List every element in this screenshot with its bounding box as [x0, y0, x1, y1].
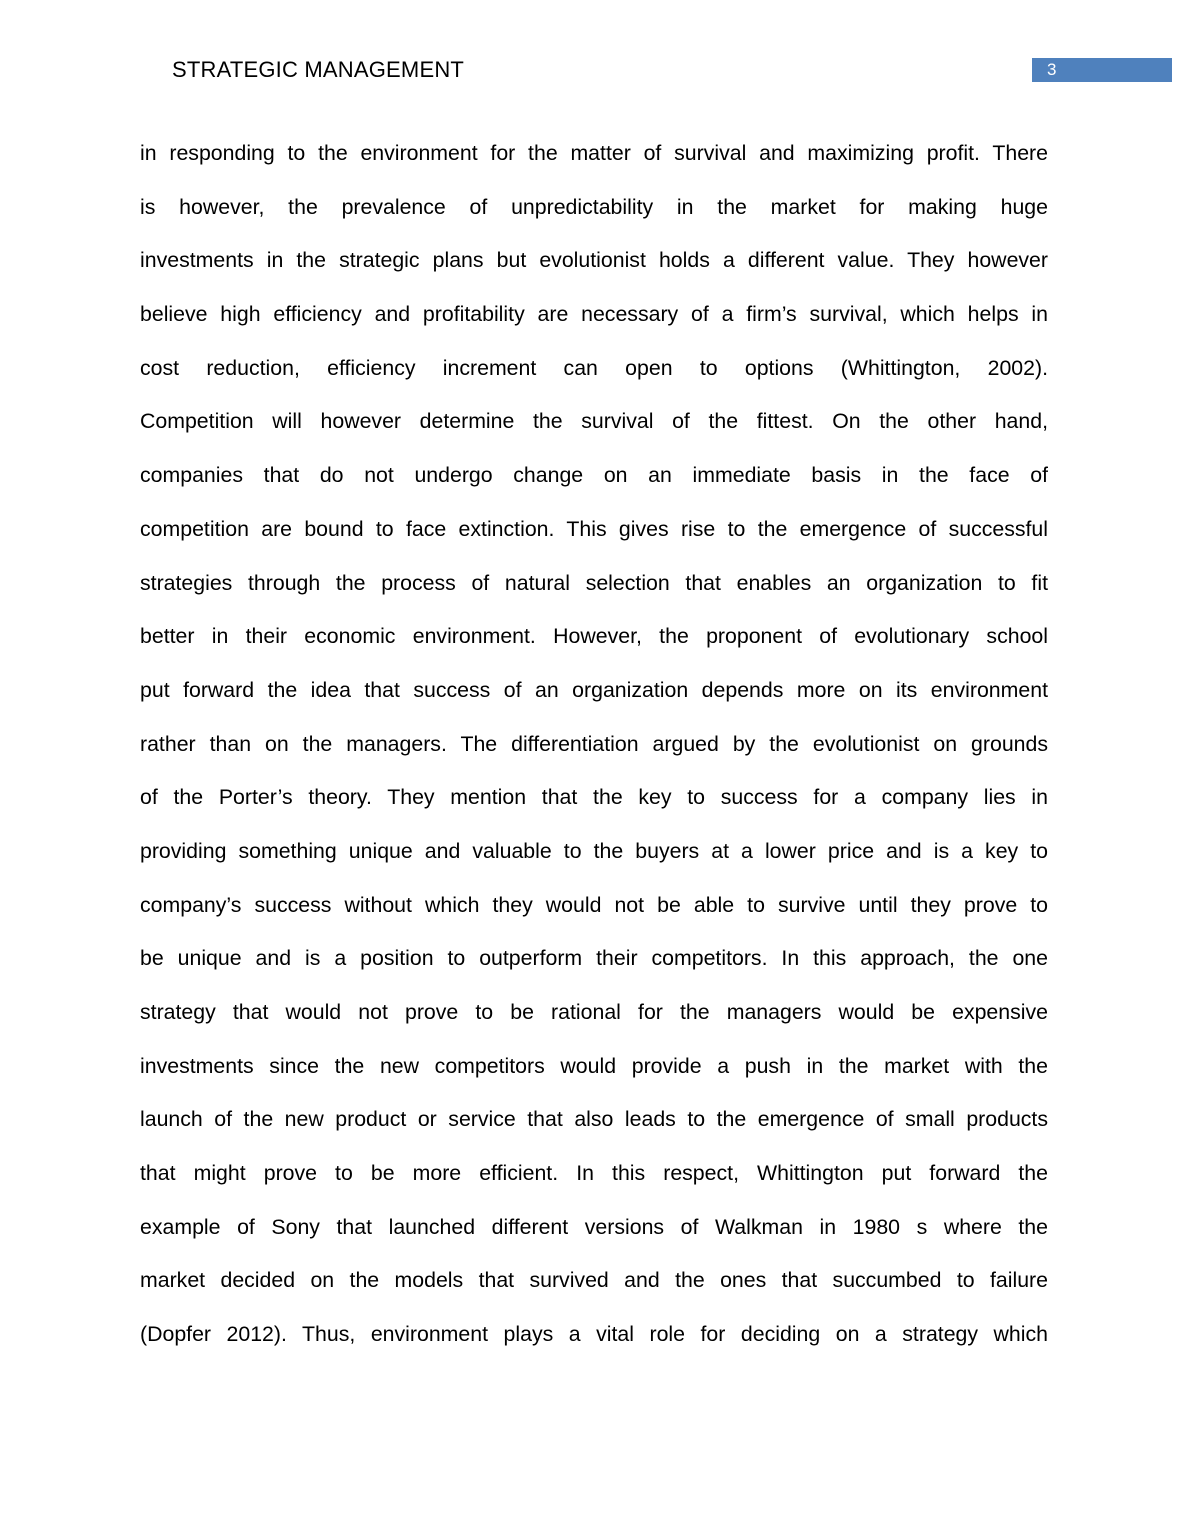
text-line: rather than on the managers. The differentiation argued by the evolutionist on grounds [140, 731, 1048, 756]
text-line: (Dopfer 2012). Thus, environment plays a vital role for deciding on a strategy which [140, 1322, 1048, 1347]
body-paragraph [140, 127, 1048, 1362]
page-number: 3 [1032, 58, 1172, 82]
text-line: launch of the new product or service that also leads to the emergence of small products [140, 1107, 1048, 1132]
text-line: competition are bound to face extinction. This gives rise to the emergence of successful [140, 516, 1048, 541]
text-line: of the Porter’s theory. They mention that the key to success for a company lies in [140, 785, 1048, 810]
text-line: companies that do not undergo change on an immediate basis in the face of [140, 463, 1048, 488]
text-line: Competition will however determine the survival of the fittest. On the other hand, [140, 409, 1048, 434]
text-line: providing something unique and valuable to the buyers at a lower price and is a key to [140, 838, 1048, 863]
text-line: put forward the idea that success of an organization depends more on its environment [140, 677, 1048, 702]
text-line: strategy that would not prove to be rational for the managers would be expensive [140, 1000, 1048, 1024]
text-line: believe high efficiency and profitability are necessary of a firm’s survival, which helps in [140, 302, 1048, 327]
text-line: market decided on the models that survived and the ones that succumbed to failure [140, 1268, 1048, 1293]
text-line: better in their economic environment. However, the proponent of evolutionary school [140, 624, 1048, 649]
text-line: cost reduction, efficiency increment can open to options (Whittington, 2002). [140, 355, 1048, 380]
text-line: in responding to the environment for the matter of survival and maximizing profit. There [140, 141, 1048, 165]
running-head-title: STRATEGIC MANAGEMENT [172, 57, 465, 82]
text-line: is however, the prevalence of unpredictability in the market for making huge [140, 194, 1048, 219]
text-line: company’s success without which they would not be able to survive until they prove to [140, 892, 1048, 917]
text-line: example of Sony that launched different versions of Walkman in 1980 s where the [140, 1214, 1048, 1239]
text-line: that might prove to be more efficient. In this respect, Whittington put forward the [140, 1161, 1048, 1186]
text-line: investments since the new competitors would provide a push in the market with the [140, 1053, 1048, 1078]
text-line: investments in the strategic plans but evolutionist holds a different value. They however [140, 248, 1048, 273]
text-line: strategies through the process of natural selection that enables an organization to fit [140, 570, 1048, 595]
text-line: be unique and is a position to outperform their competitors. In this approach, the one [140, 946, 1048, 971]
